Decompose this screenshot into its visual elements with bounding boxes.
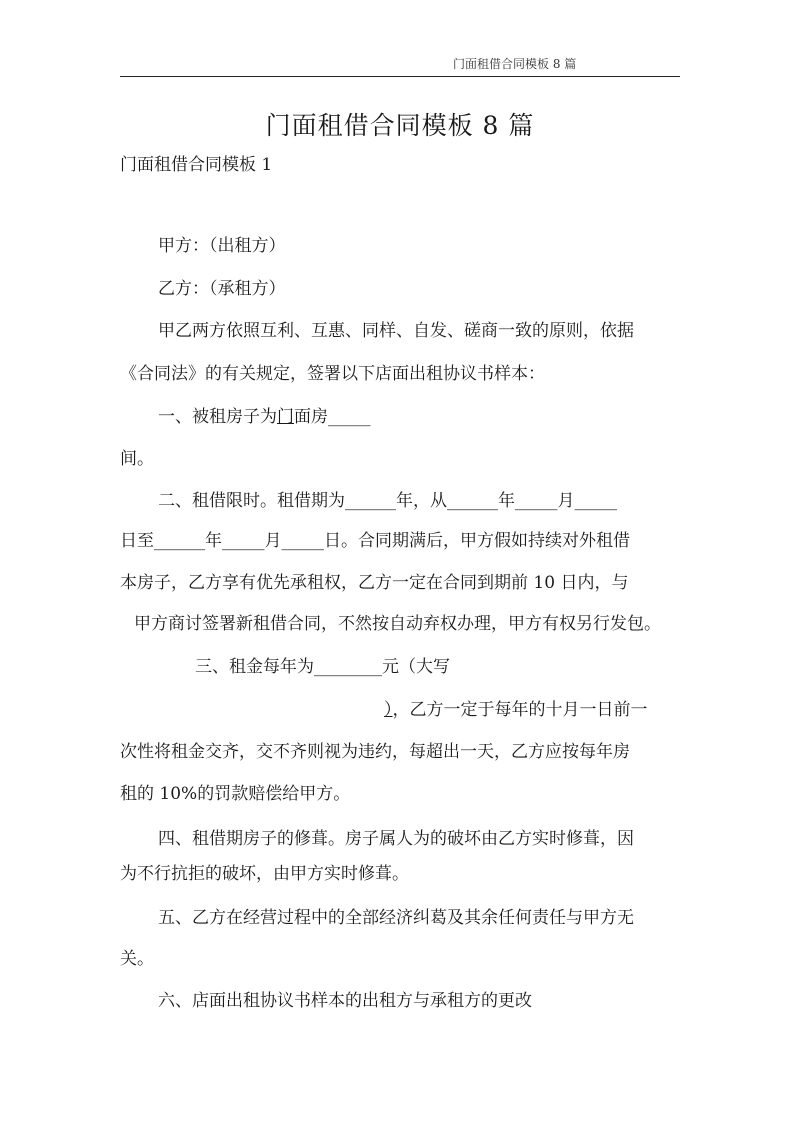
clause-3-line-2-text: ，乙方一定于每年的十月一日前一 — [392, 700, 648, 720]
party-b-line: 乙方：（承租方） — [158, 279, 286, 299]
clause-6-line-1: 六、店面出租协议书样本的出租方与承租方的更改 — [158, 991, 532, 1011]
clause-1-line — [158, 409, 371, 426]
clause-1-continuation: 间。 — [120, 449, 154, 469]
clause-3-line-3: 次性将租金交齐，交不齐则视为违约，每超出一天，乙方应按每年房 — [120, 742, 630, 762]
clause-4-line-2: 为不行抗拒的破坏，由甲方实时修葺。 — [120, 864, 409, 884]
clause-5-line-2: 关。 — [120, 949, 154, 969]
clause-2-line-2: 日至______年_____月_____日。合同期满后，甲方假如持续对外租借 — [120, 531, 630, 551]
document-title: 门面租借合同模板 8 篇 — [265, 111, 535, 140]
clause-1-suffix: 面房_____ — [294, 407, 371, 427]
header-divider — [120, 76, 680, 77]
clause-1-underlined: 门 — [277, 407, 294, 427]
clause-3-line-2 — [384, 702, 648, 719]
clause-5-line-1: 五、乙方在经营过程中的全部经济纠葛及其余任何责任与甲方无 — [158, 908, 634, 928]
document-subtitle: 门面租借合同模板 1 — [120, 155, 273, 175]
clause-2-line-4: 甲方商讨签署新租借合同，不然按自动弃权办理，甲方有权另行发包。 — [134, 614, 661, 634]
clause-3-line-1: 三、租金每年为________元（大写 — [195, 657, 450, 677]
party-a-line: 甲方：（出租方） — [158, 236, 286, 256]
clause-3-bracket: ） — [384, 700, 393, 720]
running-header-title: 门面租借合同模板 8 篇 — [453, 57, 577, 71]
clause-1-prefix: 一、被租房子为 — [158, 407, 277, 427]
clause-4-line-1: 四、租借期房子的修葺。房子属人为的破坏由乙方实时修葺，因 — [158, 829, 634, 849]
clause-3-line-4: 租的 10%的罚款赔偿给甲方。 — [120, 784, 351, 804]
intro-line-1: 甲乙两方依照互利、互惠、同样、自发、磋商一致的原则，依据 — [158, 321, 634, 341]
clause-2-line-3: 本房子，乙方享有优先承租权，乙方一定在合同到期前 10 日内，与 — [120, 573, 629, 593]
intro-line-2: 《合同法》的有关规定，签署以下店面出租协议书样本： — [120, 364, 545, 384]
clause-2-line-1: 二、租借限时。租借期为______年，从______年_____月_____ — [158, 491, 617, 511]
